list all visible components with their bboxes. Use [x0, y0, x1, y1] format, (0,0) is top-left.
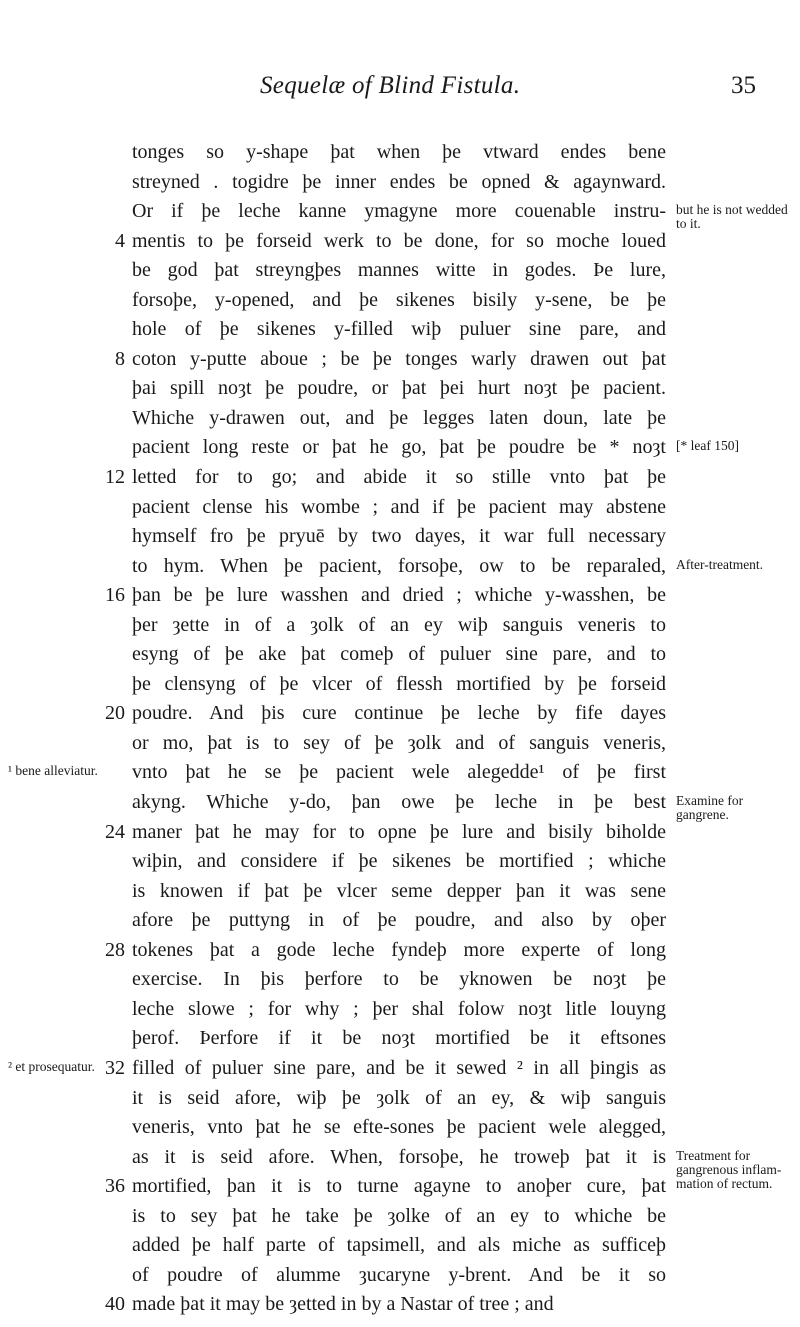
margin-note-right: Examine for gangrene.: [676, 793, 744, 823]
text-line: [0, 1113, 800, 1143]
page-number: 35: [731, 72, 756, 99]
line-text: Or if þe leche kanne ymagyne more couenable instru-: [132, 200, 666, 223]
line-text: of poudre of alumme ȝucaryne y-brent. And be it so: [132, 1263, 666, 1286]
line-text: maner þat he may for to opne þe lure and bisily biholde: [132, 820, 666, 843]
text-line: [0, 729, 800, 759]
text-line: [0, 936, 800, 966]
line-text: þe clensyng of þe vlcer of flessh mortified by þe forseid: [132, 672, 666, 695]
line-number: 8: [115, 347, 125, 370]
text-line: [0, 818, 800, 848]
line-text: þai spill noȝt þe poudre, or þat þei hurt noȝt þe pacient.: [132, 377, 666, 400]
text-line: [0, 1261, 800, 1291]
text-line: [0, 1084, 800, 1114]
text-line: [0, 877, 800, 907]
text-line: [0, 1290, 800, 1320]
line-text: vnto þat he se þe pacient wele alegedde¹ of þe first: [132, 761, 666, 784]
line-number: 20: [105, 702, 125, 725]
line-text: mentis to þe forseid werk to be done, for so moche loued: [132, 229, 666, 252]
line-number: 28: [105, 938, 125, 961]
line-number: 24: [105, 820, 125, 843]
line-text: pacient long reste or þat he go, þat þe poudre be * noȝt: [132, 436, 666, 459]
line-text: Whiche y-drawen out, and þe legges laten doun, late þe: [132, 406, 666, 429]
line-text: coton y-putte aboue ; be þe tonges warly drawen out þat: [132, 347, 666, 370]
line-text: or mo, þat is to sey of þe ȝolk and of sanguis veneris,: [132, 731, 666, 754]
text-line: [0, 168, 800, 198]
line-text: forsoþe, y-opened, and þe sikenes bisily y-sene, be þe: [132, 288, 666, 311]
line-text: as it is seid afore. When, forsoþe, he troweþ þat it is: [132, 1145, 666, 1168]
line-text: hole of þe sikenes y-filled wiþ puluer sine pare, and: [132, 318, 666, 341]
text-line: [0, 1231, 800, 1261]
text-line: [0, 463, 800, 493]
text-line: [0, 404, 800, 434]
line-text: wiþin, and considere if þe sikenes be mortified ; whiche: [132, 850, 666, 873]
margin-note-right: but he is not wedded to it.: [676, 202, 788, 232]
text-line: [0, 906, 800, 936]
text-line: [0, 1202, 800, 1232]
text-line: [0, 1054, 800, 1084]
line-number: 16: [105, 584, 125, 607]
line-text: hymself fro þe pryuē by two dayes, it war full necessary: [132, 525, 666, 548]
line-text: esyng of þe ake þat comeþ of puluer sine pare, and to: [132, 643, 666, 666]
text-line: [0, 197, 800, 232]
text-line: [0, 227, 800, 257]
text-line: [0, 788, 800, 823]
line-text: is knowen if þat þe vlcer seme depper þan it was sene: [132, 879, 666, 902]
text-line: [0, 640, 800, 670]
text-line: [0, 345, 800, 375]
line-text: mortified, þan it is to turne agayne to anoþer cure, þat: [132, 1175, 666, 1198]
line-text: þer ȝette in of a ȝolk of an ey wiþ sanguis veneris to: [132, 613, 666, 636]
text-line: [0, 493, 800, 523]
text-line: [0, 138, 800, 168]
margin-note-right: After-treatment.: [676, 556, 764, 572]
line-text: akyng. Whiche y-do, þan owe þe leche in þe best: [132, 791, 666, 814]
line-text: is to sey þat he take þe ȝolke of an ey to whiche be: [132, 1204, 666, 1227]
margin-note-right: Treatment for gangrenous inflammation of rectum.: [676, 1147, 782, 1191]
text-line: [0, 315, 800, 345]
line-text: afore þe puttyng in of þe poudre, and also by oþer: [132, 909, 666, 932]
line-text: streyned . togidre þe inner endes be opned & agaynward.: [132, 170, 666, 193]
line-text: þerof. Þerfore if it be noȝt mortified be it eftsones: [132, 1027, 666, 1050]
text-line: [0, 581, 800, 611]
text-line: [0, 847, 800, 877]
text-line: [0, 522, 800, 552]
line-text: tokenes þat a gode leche fyndeþ more experte of long: [132, 938, 666, 961]
text-line: [0, 611, 800, 641]
text-line: [0, 670, 800, 700]
line-text: made þat it may be ȝetted in by a Nastar of tree ; and: [132, 1293, 554, 1316]
text-line: [0, 286, 800, 316]
margin-note-left: ¹ bene alleviatur.: [8, 763, 98, 779]
line-text: pacient clense his wombe ; and if þe pacient may abstene: [132, 495, 666, 518]
line-text: leche slowe ; for why ; þer shal folow noȝt litle louyng: [132, 997, 666, 1020]
text-line: [0, 433, 800, 463]
line-number: 36: [105, 1175, 125, 1198]
text-line: [0, 699, 800, 729]
text-line: [0, 995, 800, 1025]
page-header: [0, 72, 800, 102]
margin-note-right: [* leaf 150]: [676, 438, 739, 454]
text-line: [0, 965, 800, 995]
text-line: [0, 1024, 800, 1054]
line-number: 4: [115, 229, 125, 252]
line-text: veneris, vnto þat he se efte-sones þe pacient wele alegged,: [132, 1116, 666, 1139]
running-title: Sequelæ of Blind Fistula.: [260, 72, 521, 99]
line-text: added þe half parte of tapsimell, and als miche as sufficeþ: [132, 1234, 666, 1257]
line-number: 40: [105, 1293, 125, 1316]
margin-note-left: ² et prosequatur.: [8, 1058, 95, 1074]
text-line: [0, 552, 800, 582]
text-line: [0, 758, 800, 788]
body-text: [0, 138, 800, 1320]
text-line: [0, 1172, 800, 1202]
line-text: letted for to go; and abide it so stille vnto þat þe: [132, 466, 666, 489]
line-number: 12: [105, 466, 125, 489]
line-text: it is seid afore, wiþ þe ȝolk of an ey, & wiþ sanguis: [132, 1086, 666, 1109]
line-text: þan be þe lure wasshen and dried ; whiche y-wasshen, be: [132, 584, 666, 607]
text-line: [0, 256, 800, 286]
line-text: to hym. When þe pacient, forsoþe, ow to be reparaled,: [132, 554, 666, 577]
line-number: 32: [105, 1056, 125, 1079]
line-text: be god þat streyngþes mannes witte in godes. Þe lure,: [132, 259, 666, 282]
line-text: filled of puluer sine pare, and be it sewed ² in all þingis as: [132, 1056, 666, 1079]
line-text: tonges so y-shape þat when þe vtward endes bene: [132, 141, 666, 163]
line-text: poudre. And þis cure continue þe leche by fife dayes: [132, 702, 666, 725]
line-text: exercise. In þis þerfore to be yknowen be noȝt þe: [132, 968, 666, 991]
text-line: [0, 374, 800, 404]
